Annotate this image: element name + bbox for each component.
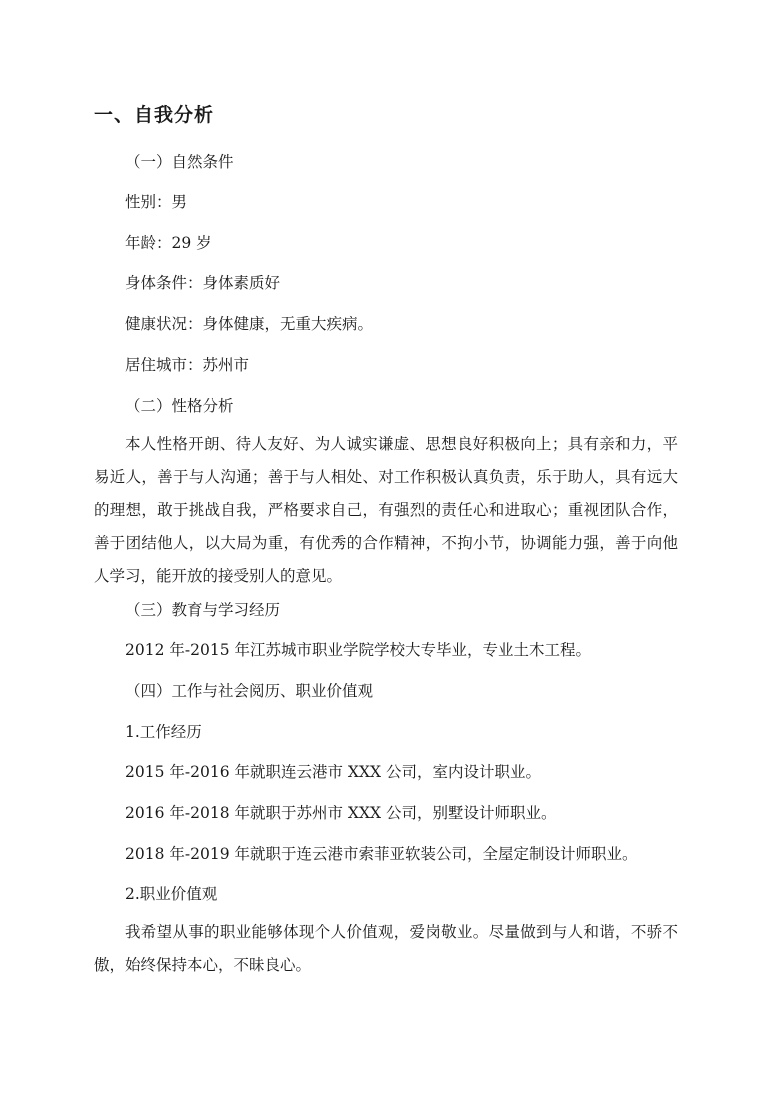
work-item-3: 2018 年-2019 年就职于连云港市索菲亚软装公司，全屋定制设计师职业。 bbox=[125, 845, 638, 863]
subsection-title-education: （三）教育与学习经历 bbox=[125, 601, 281, 619]
physical-line: 身体条件：身体素质好 bbox=[125, 274, 281, 292]
work-item-1: 2015 年-2016 年就职连云港市 XXX 公司，室内设计职业。 bbox=[125, 763, 541, 781]
values-title: 2.职业价值观 bbox=[125, 885, 218, 903]
age-line: 年龄：29 岁 bbox=[125, 234, 212, 252]
values-paragraph: 我希望从事的职业能够体现个人价值观，爱岗敬业。尽量做到与人和谐，不骄不傲，始终保持本心，不昧良心。 bbox=[94, 923, 678, 974]
personality-paragraph: 本人性格开朗、待人友好、为人诚实谦虚、思想良好积极向上；具有亲和力，平易近人，善于与人沟通；善于与人相处、对工作积极认真负责，乐于助人，具有远大的理想，敢于挑战自我，严格要求自己，有强烈的责任心和进取心；重视团队合作，善于团结他人，以大局为重，有优秀的合作精神，不拘小节，协调能力强，善于向他人学习，能开放的接受别人的意见。 bbox=[94, 435, 678, 585]
work-history-title: 1.工作经历 bbox=[125, 723, 202, 741]
subsection-title-natural: （一）自然条件 bbox=[125, 153, 234, 171]
subsection-title-work: （四）工作与社会阅历、职业价值观 bbox=[125, 682, 374, 700]
education-line: 2012 年-2015 年江苏城市职业学院学校大专毕业，专业土木工程。 bbox=[125, 641, 591, 659]
work-item-2: 2016 年-2018 年就职于苏州市 XXX 公司，别墅设计师职业。 bbox=[125, 804, 557, 822]
city-line: 居住城市：苏州市 bbox=[125, 356, 250, 374]
subsection-title-personality: （二）性格分析 bbox=[125, 397, 234, 415]
gender-line: 性别：男 bbox=[125, 193, 188, 211]
section-title: 一、自我分析 bbox=[94, 104, 215, 126]
health-line: 健康状况：身体健康，无重大疾病。 bbox=[125, 315, 374, 333]
